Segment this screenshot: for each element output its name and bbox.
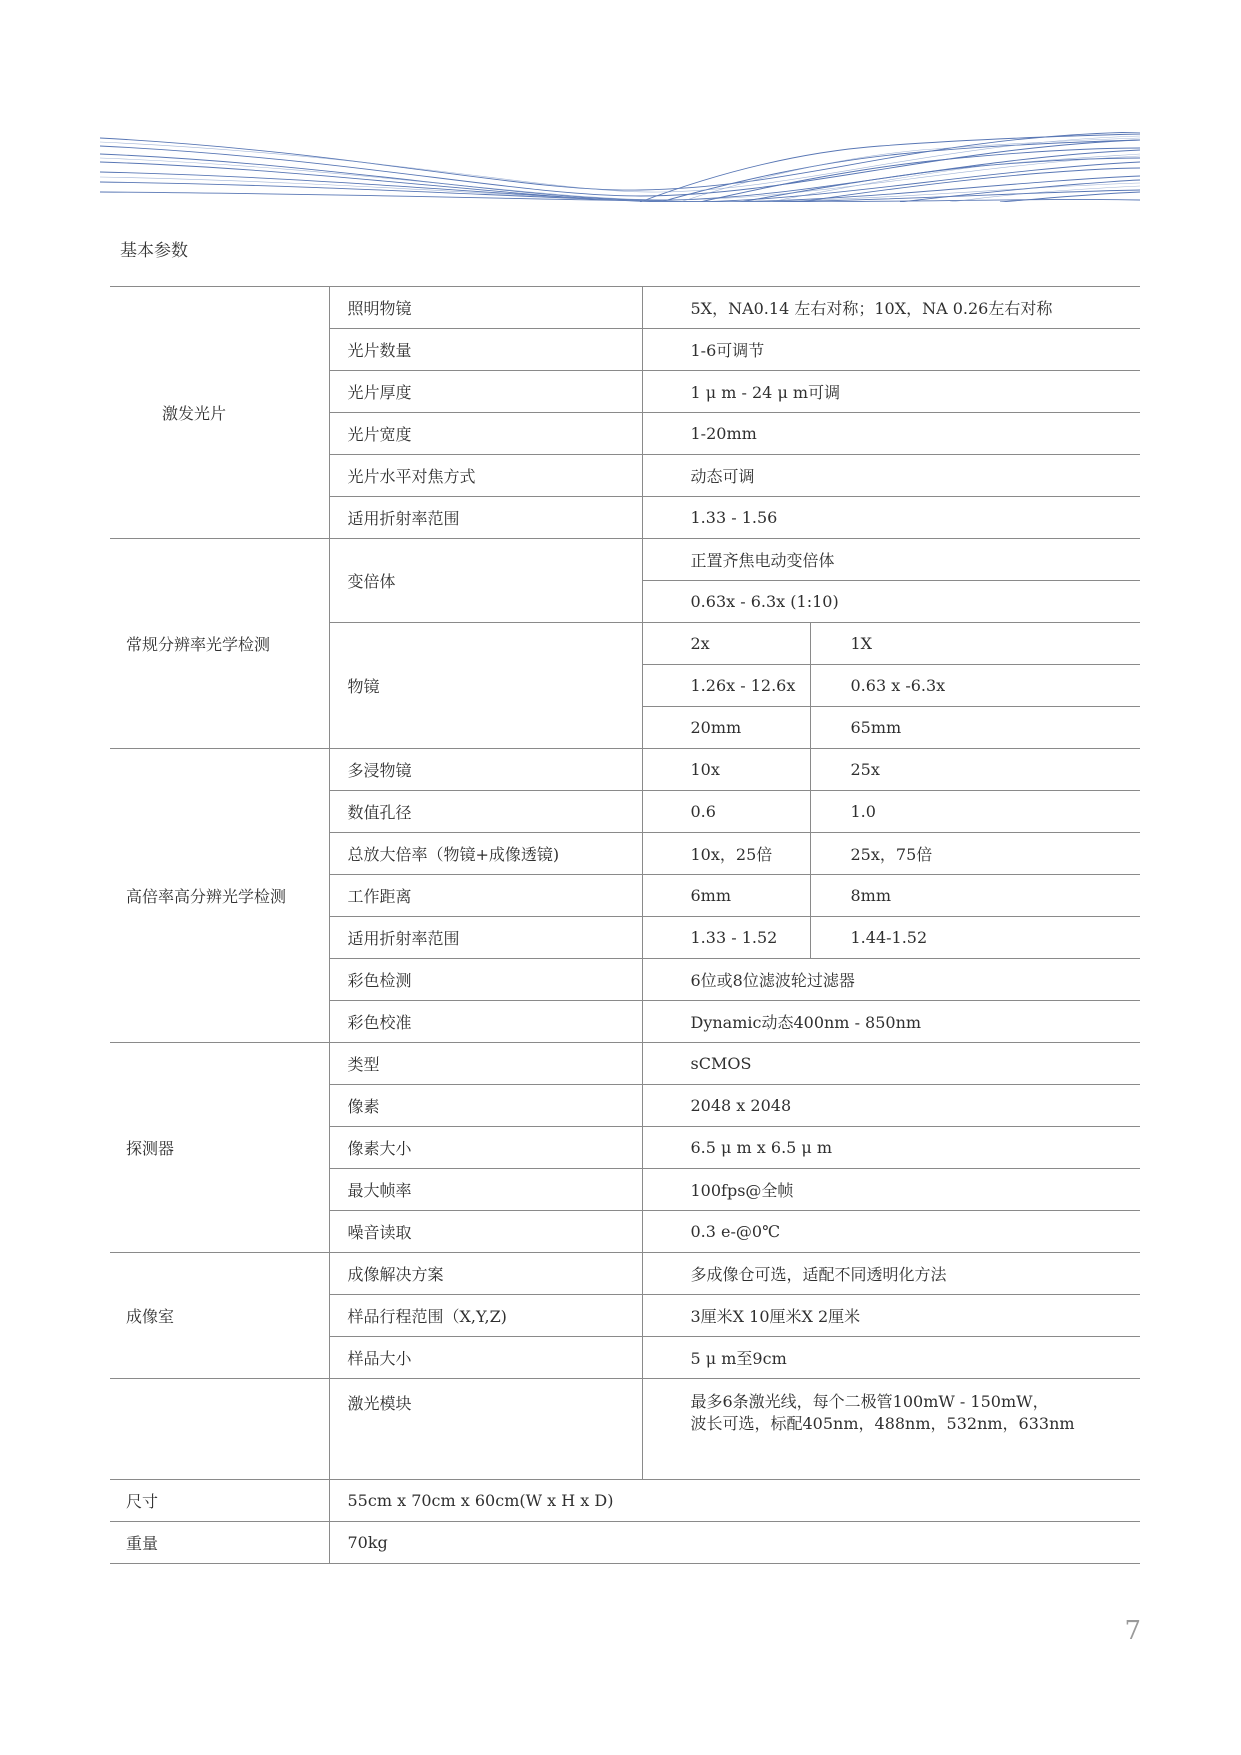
- param-value-line: 最多6条激光线，每个二极管100mW - 150mW，: [690, 1392, 1049, 1411]
- param-label: 样品大小: [329, 1337, 642, 1379]
- param-value-b: 25x，75倍: [810, 833, 1140, 875]
- param-value: 6位或8位滤波轮过滤器: [642, 959, 1140, 1001]
- table-row: [110, 1253, 1140, 1295]
- param-value-b: 65mm: [810, 707, 1140, 749]
- param-value: Dynamic动态400nm - 850nm: [642, 1001, 1140, 1043]
- param-value: 1.33 - 1.56: [642, 497, 1140, 539]
- table-row: [110, 749, 1140, 791]
- param-label: 总放大倍率（物镜+成像透镜): [329, 833, 642, 875]
- table-row: [110, 1522, 1140, 1564]
- param-label: 变倍体: [329, 539, 642, 623]
- param-label: 成像解决方案: [329, 1253, 642, 1295]
- param-value-b: 25x: [810, 749, 1140, 791]
- param-label: 彩色校准: [329, 1001, 642, 1043]
- param-label: 激光模块: [329, 1379, 642, 1480]
- param-value: 5 μ m至9cm: [642, 1337, 1140, 1379]
- param-label: 工作距离: [329, 875, 642, 917]
- param-label: 光片宽度: [329, 413, 642, 455]
- param-value-b: 1.0: [810, 791, 1140, 833]
- param-label: 光片数量: [329, 329, 642, 371]
- param-value: 70kg: [329, 1522, 1140, 1564]
- param-label: 噪音读取: [329, 1211, 642, 1253]
- param-value: 55cm x 70cm x 60cm(W x H x D): [329, 1480, 1140, 1522]
- param-value: 动态可调: [642, 455, 1140, 497]
- param-label: 类型: [329, 1043, 642, 1085]
- table-row: [110, 287, 1140, 329]
- param-value: 1 μ m - 24 μ m可调: [642, 371, 1140, 413]
- param-label: 多浸物镜: [329, 749, 642, 791]
- param-value: 1-20mm: [642, 413, 1140, 455]
- param-value-a: 10x，25倍: [642, 833, 810, 875]
- param-value: 2048 x 2048: [642, 1085, 1140, 1127]
- param-value-a: 6mm: [642, 875, 810, 917]
- param-label: 适用折射率范围: [329, 917, 642, 959]
- table-row: [110, 539, 1140, 581]
- table-row: [110, 1480, 1140, 1522]
- param-label: 彩色检测: [329, 959, 642, 1001]
- param-value-b: 0.63 x -6.3x: [810, 665, 1140, 707]
- param-value-b: 1.44-1.52: [810, 917, 1140, 959]
- param-value-b: 1X: [810, 623, 1140, 665]
- table-row: [110, 1379, 1140, 1480]
- spec-table: [110, 286, 1140, 1564]
- group-label-excitation: 激发光片: [110, 287, 329, 539]
- page-number: 7: [1124, 1616, 1141, 1646]
- param-value: 3厘米X 10厘米X 2厘米: [642, 1295, 1140, 1337]
- param-value: 6.5 μ m x 6.5 μ m: [642, 1127, 1140, 1169]
- param-value-a: 10x: [642, 749, 810, 791]
- param-label: 数值孔径: [329, 791, 642, 833]
- param-label: 样品行程范围（X,Y,Z): [329, 1295, 642, 1337]
- param-label: 像素大小: [329, 1127, 642, 1169]
- section-title: 基本参数: [120, 241, 188, 261]
- param-value-line: 波长可选，标配405nm，488nm，532nm，633nm: [690, 1414, 1075, 1433]
- param-value-a: 2x: [642, 623, 810, 665]
- group-label-standard-resolution: 常规分辨率光学检测: [110, 539, 329, 749]
- param-value: sCMOS: [642, 1043, 1140, 1085]
- table-row: [110, 1043, 1140, 1085]
- param-value-a: 20mm: [642, 707, 810, 749]
- param-label: 照明物镜: [329, 287, 642, 329]
- param-value: 多成像仓可选，适配不同透明化方法: [642, 1253, 1140, 1295]
- mesh-wave-banner: [100, 132, 1140, 202]
- param-value-a: 1.33 - 1.52: [642, 917, 810, 959]
- group-label-imaging-chamber: 成像室: [110, 1253, 329, 1379]
- param-label: 光片厚度: [329, 371, 642, 413]
- param-value: 0.3 e-@0℃: [642, 1211, 1140, 1253]
- param-value: 0.63x - 6.3x (1:10): [642, 581, 1140, 623]
- group-label-high-resolution: 高倍率高分辨光学检测: [110, 749, 329, 1043]
- group-label-empty: [110, 1379, 329, 1480]
- group-label-weight: 重量: [110, 1522, 329, 1564]
- group-label-dimensions: 尺寸: [110, 1480, 329, 1522]
- param-label: 光片水平对焦方式: [329, 455, 642, 497]
- param-label: 像素: [329, 1085, 642, 1127]
- param-value: 正置齐焦电动变倍体: [642, 539, 1140, 581]
- param-value: 5X，NA0.14 左右对称；10X，NA 0.26左右对称: [642, 287, 1140, 329]
- param-value: 100fps@全帧: [642, 1169, 1140, 1211]
- param-value: 1-6可调节: [642, 329, 1140, 371]
- param-label: 物镜: [329, 623, 642, 749]
- param-label: 适用折射率范围: [329, 497, 642, 539]
- param-value: [642, 1379, 1140, 1480]
- param-label: 最大帧率: [329, 1169, 642, 1211]
- param-value-a: 1.26x - 12.6x: [642, 665, 810, 707]
- group-label-detector: 探测器: [110, 1043, 329, 1253]
- param-value-b: 8mm: [810, 875, 1140, 917]
- param-value-a: 0.6: [642, 791, 810, 833]
